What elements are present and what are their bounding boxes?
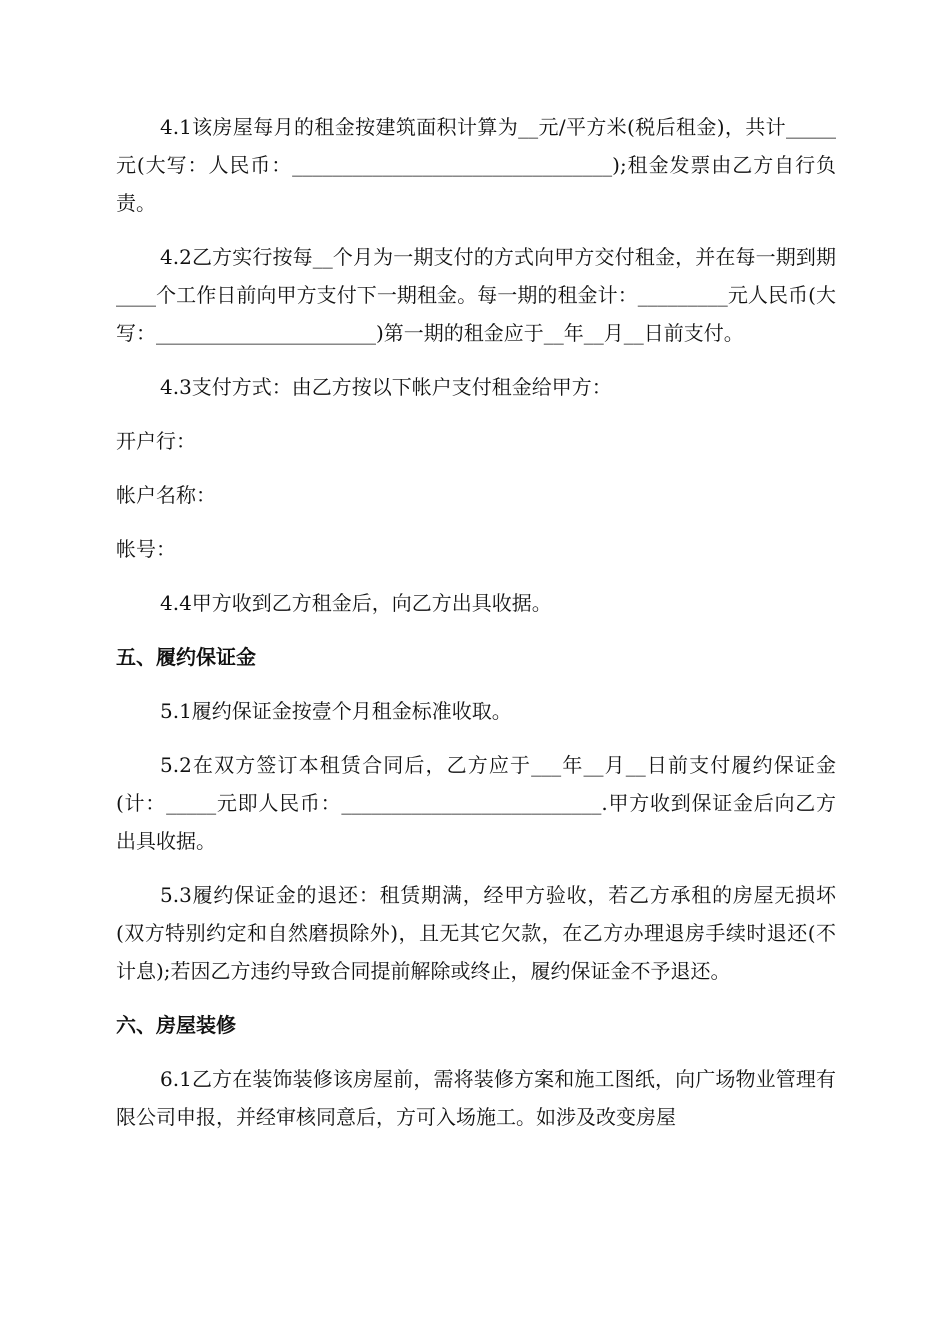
clause-4-3: 4.3支付方式：由乙方按以下帐户支付租金给甲方： bbox=[160, 375, 612, 399]
clause-5-2: 5.2在双方签订本租赁合同后，乙方应于___年__月__日前支付履约保证金(计：_____元即人民币：__________________________.甲方收到保证金后向乙方出具收据。 bbox=[116, 753, 836, 853]
bank-line: 开户行： bbox=[116, 429, 196, 453]
clause-4-2: 4.2乙方实行按每__个月为一期支付的方式向甲方交付租金，并在每一期到期____个工作日前向甲方支付下一期租金。每一期的租金计：_________元人民币(大写：______________________)第一期的租金应于__年__月__日前支付。 bbox=[116, 245, 836, 345]
clause-6-1: 6.1乙方在装饰装修该房屋前，需将装修方案和施工图纸，向广场物业管理有限公司申报，并经审核同意后，方可入场施工。如涉及改变房屋 bbox=[116, 1067, 836, 1129]
document-page bbox=[116, 108, 836, 1136]
clause-5-3: 5.3履约保证金的退还：租赁期满，经甲方验收，若乙方承租的房屋无损坏(双方特别约定和自然磨损除外)，且无其它欠款，在乙方办理退房手续时退还(不计息);若因乙方违约导致合同提前解除或终止，履约保证金不予退还。 bbox=[116, 883, 836, 983]
section-5-heading: 五、履约保证金 bbox=[116, 645, 256, 669]
clause-5-1: 5.1履约保证金按壹个月租金标准收取。 bbox=[160, 699, 512, 723]
clause-4-1: 4.1该房屋每月的租金按建筑面积计算为__元/平方米(税后租金)，共计_____元(大写：人民币：________________________________);租金发票由乙方自行负责。 bbox=[116, 115, 836, 215]
account-name-line: 帐户名称： bbox=[116, 483, 216, 507]
section-6-heading: 六、房屋装修 bbox=[116, 1013, 236, 1037]
clause-4-4: 4.4甲方收到乙方租金后，向乙方出具收据。 bbox=[160, 591, 552, 615]
account-number-line: 帐号： bbox=[116, 537, 176, 561]
